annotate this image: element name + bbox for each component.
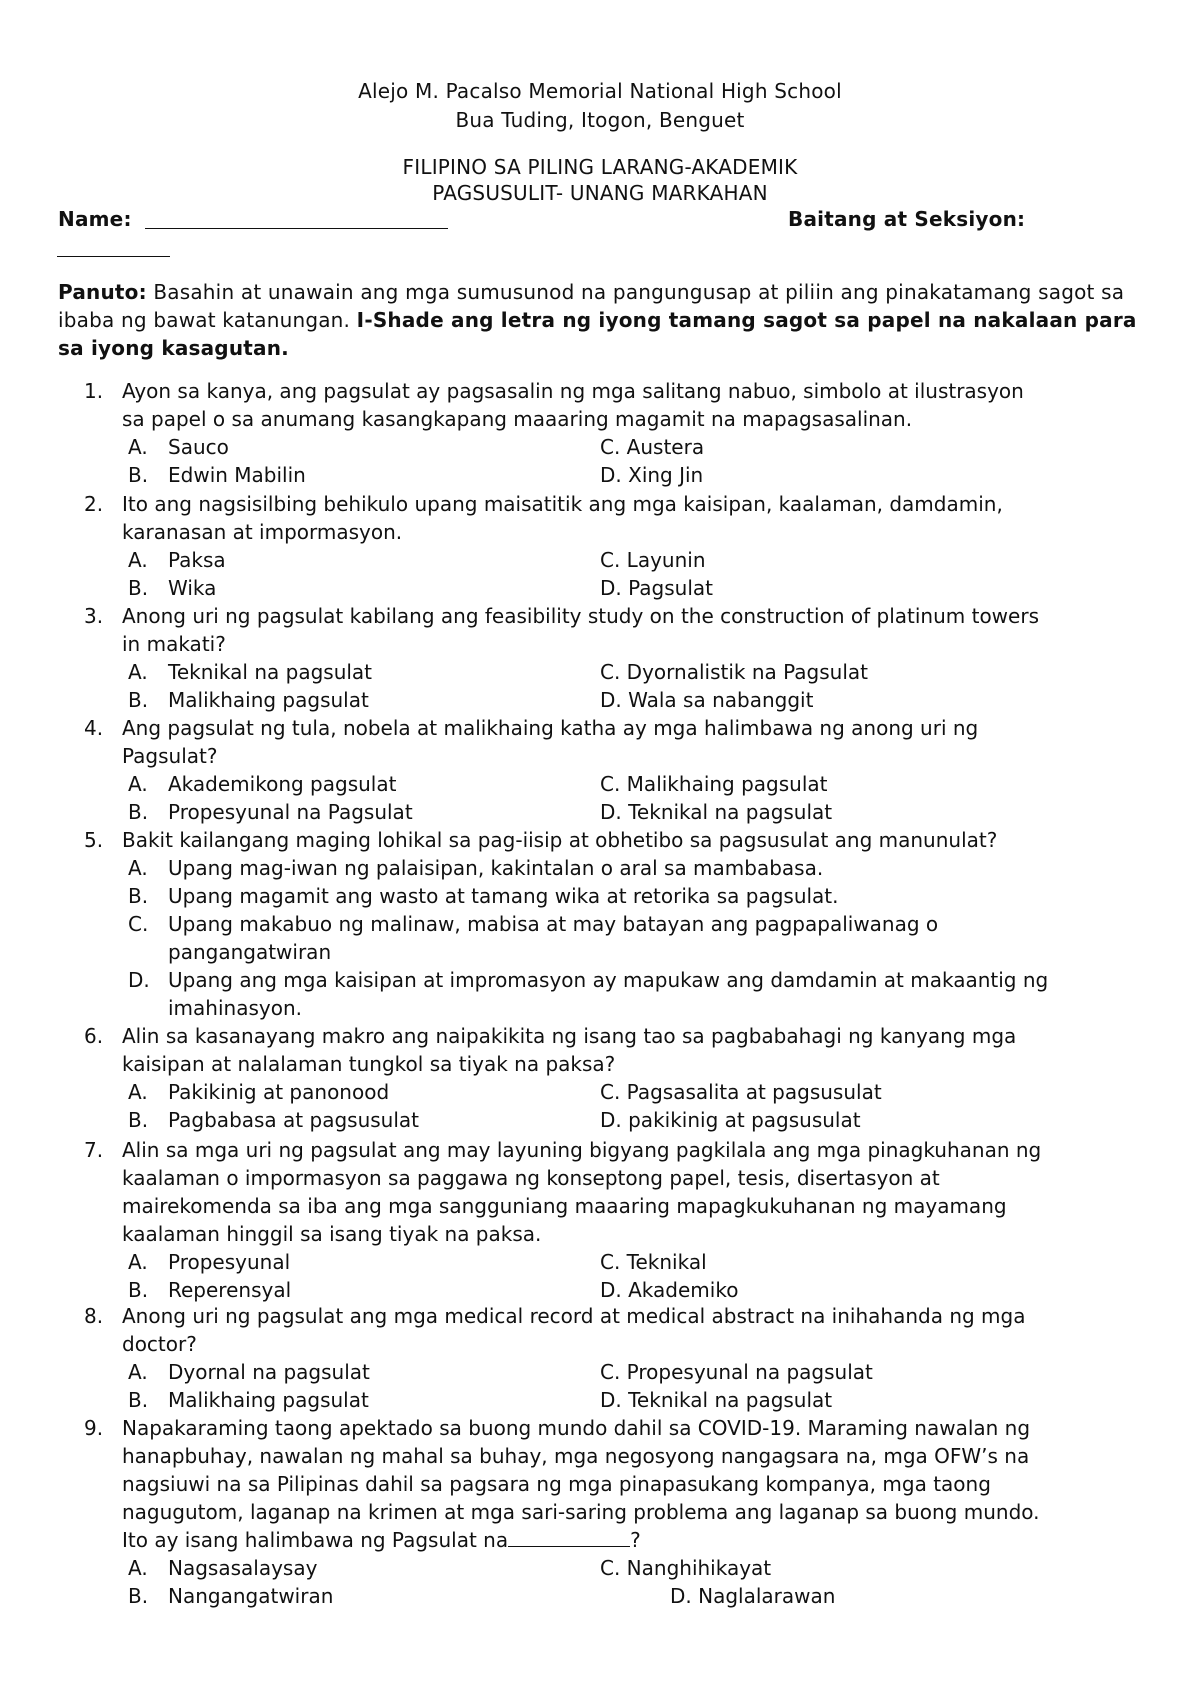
option-b[interactable] bbox=[128, 574, 216, 602]
option-letter: B. bbox=[128, 1584, 149, 1608]
option-row bbox=[84, 1248, 1144, 1276]
option-row bbox=[84, 1358, 1144, 1386]
question-number: 2. bbox=[84, 492, 104, 516]
option-a[interactable] bbox=[128, 770, 396, 798]
option-text: Upang magamit ang wasto at tamang wika at retorika sa pagsulat. bbox=[168, 884, 839, 908]
option-a[interactable] bbox=[128, 658, 372, 686]
question-item bbox=[84, 826, 1144, 1022]
question-item bbox=[84, 377, 1144, 489]
option-d[interactable]: D. Teknikal na pagsulat bbox=[600, 1388, 833, 1412]
option-text-line: pangangatwiran bbox=[168, 940, 332, 964]
option-letter: A. bbox=[128, 660, 148, 684]
option-letter: A. bbox=[128, 1250, 148, 1274]
option-a[interactable] bbox=[84, 854, 1144, 882]
option-text-line: imahinasyon. bbox=[168, 996, 302, 1020]
option-c[interactable]: C. Dyornalistik na Pagsulat bbox=[600, 660, 868, 684]
option-c[interactable]: C. Malikhaing pagsulat bbox=[600, 772, 828, 796]
option-letter: B. bbox=[128, 463, 149, 487]
question-number: 9. bbox=[84, 1416, 104, 1440]
question-number: 6. bbox=[84, 1024, 104, 1048]
option-c[interactable]: C. Propesyunal na pagsulat bbox=[600, 1360, 873, 1384]
option-row bbox=[84, 1276, 1144, 1304]
question-text-line: Ayon sa kanya, ang pagsulat ay pagsasalin ng mga salitang nabuo, simbolo at ilustrasyon bbox=[122, 379, 1024, 403]
option-letter: B. bbox=[128, 800, 149, 824]
option-b[interactable] bbox=[84, 882, 1144, 910]
option-b[interactable] bbox=[128, 1276, 291, 1304]
question-text-line: doctor? bbox=[122, 1332, 197, 1356]
option-text: Nagsasalaysay bbox=[168, 1556, 318, 1580]
option-text: Propesyunal bbox=[168, 1250, 291, 1274]
option-b[interactable] bbox=[128, 798, 413, 826]
option-row bbox=[84, 1386, 1144, 1414]
question-text-line bbox=[122, 1526, 1144, 1554]
option-c[interactable]: C. Nanghihikayat bbox=[600, 1556, 772, 1580]
question-text-line: kaalaman o impormasyon sa paggawa ng konseptong papel, tesis, disertasyon at bbox=[122, 1166, 940, 1190]
option-c[interactable]: C. Teknikal bbox=[600, 1250, 707, 1274]
option-a[interactable] bbox=[128, 1554, 317, 1582]
question-item bbox=[84, 602, 1144, 714]
option-letter: A. bbox=[128, 435, 148, 459]
question-text-line: Napakaraming taong apektado sa buong mundo dahil sa COVID-19. Maraming nawalan ng bbox=[122, 1416, 1031, 1440]
option-b[interactable] bbox=[128, 461, 306, 489]
question-text-line: karanasan at impormasyon. bbox=[122, 520, 403, 544]
instructions-bold-text: I-Shade ang letra ng iyong tamang sagot sa papel na nakalaan para sa iyong kasagutan. bbox=[58, 308, 1137, 360]
option-letter: B. bbox=[128, 884, 149, 908]
option-c[interactable] bbox=[84, 910, 1144, 966]
option-text: Malikhaing pagsulat bbox=[168, 1388, 369, 1412]
option-text: Nangangatwiran bbox=[168, 1584, 334, 1608]
option-row bbox=[84, 1106, 1144, 1134]
school-name: Alejo M. Pacalso Memorial National High School bbox=[358, 79, 842, 103]
question-text-line: hanapbuhay, nawalan ng mahal sa buhay, mga negosyong nangagsara na, mga OFW’s na bbox=[122, 1444, 1030, 1468]
answer-blank[interactable] bbox=[508, 1528, 630, 1547]
question-text-line: in makati? bbox=[122, 632, 226, 656]
question-text-prefix: Ito ay isang halimbawa ng Pagsulat na bbox=[122, 1528, 509, 1552]
question-number: 3. bbox=[84, 604, 104, 628]
option-row bbox=[84, 1582, 1144, 1610]
question-text-line: Ito ang nagsisilbing behikulo upang maisatitik ang mga kaisipan, kaalaman, damdamin, bbox=[122, 492, 1003, 516]
question-item bbox=[84, 1302, 1144, 1414]
option-c[interactable]: C. Pagsasalita at pagsusulat bbox=[600, 1080, 882, 1104]
option-c[interactable]: C. Layunin bbox=[600, 548, 706, 572]
option-text: Edwin Mabilin bbox=[168, 463, 306, 487]
option-text-line: Upang ang mga kaisipan at impromasyon ay mapukaw ang damdamin at makaantig ng bbox=[168, 968, 1049, 992]
option-row bbox=[84, 686, 1144, 714]
question-number: 1. bbox=[84, 379, 104, 403]
instructions-text: Basahin at unawain ang mga sumusunod na pangungusap at piliin ang pinakatamang sagot sa ibaba ng bawat katanungan. bbox=[58, 280, 1125, 332]
option-a[interactable] bbox=[128, 546, 226, 574]
question-text-line: Anong uri ng pagsulat kabilang ang feasibility study on the construction of platinum towers bbox=[122, 604, 1039, 628]
option-letter: B. bbox=[128, 1108, 149, 1132]
question-item bbox=[84, 1022, 1144, 1134]
question-text-suffix: ? bbox=[630, 1528, 641, 1552]
option-letter: A. bbox=[128, 548, 148, 572]
question-text-line: Ang pagsulat ng tula, nobela at malikhaing katha ay mga halimbawa ng anong uri ng bbox=[122, 716, 979, 740]
option-letter: A. bbox=[128, 1556, 148, 1580]
option-text: Akademikong pagsulat bbox=[168, 772, 397, 796]
section-label: Baitang at Seksiyon: bbox=[788, 207, 1026, 231]
question-text-line: mairekomenda sa iba ang mga sangguniang maaaring mapagkukuhanan ng mayamang bbox=[122, 1194, 1007, 1218]
option-d[interactable]: D. Naglalarawan bbox=[670, 1584, 836, 1608]
exam-title: PAGSUSULIT- UNANG MARKAHAN bbox=[432, 181, 768, 205]
option-row bbox=[84, 770, 1144, 798]
school-address: Bua Tuding, Itogon, Benguet bbox=[455, 108, 745, 132]
question-text-line: nagsiuwi na sa Pilipinas dahil sa pagsara ng mga pinapasukang kompanya, mga taong bbox=[122, 1472, 991, 1496]
instructions bbox=[58, 278, 1138, 362]
option-letter: A. bbox=[128, 1360, 148, 1384]
question-text-line: Pagsulat? bbox=[122, 744, 218, 768]
section-blank[interactable] bbox=[57, 256, 170, 257]
question-number: 7. bbox=[84, 1138, 104, 1162]
subject-title: FILIPINO SA PILING LARANG-AKADEMIK bbox=[402, 155, 798, 179]
instructions-label: Panuto: bbox=[58, 280, 147, 304]
question-number: 5. bbox=[84, 828, 104, 852]
option-text-line: Upang makabuo ng malinaw, mabisa at may batayan ang pagpapaliwanag o bbox=[168, 912, 939, 936]
option-text: Paksa bbox=[168, 548, 226, 572]
option-b[interactable] bbox=[128, 1106, 419, 1134]
option-a[interactable] bbox=[128, 1358, 370, 1386]
question-text-line: nagugutom, laganap na krimen at mga sari-saring problema ang laganap sa buong mundo. bbox=[122, 1500, 1040, 1524]
option-text: Pagbabasa at pagsusulat bbox=[168, 1108, 419, 1132]
option-letter: B. bbox=[128, 688, 149, 712]
option-text: Propesyunal na Pagsulat bbox=[168, 800, 413, 824]
option-a[interactable] bbox=[128, 1248, 290, 1276]
option-letter: A. bbox=[128, 1080, 148, 1104]
option-text: Upang mag-iwan ng palaisipan, kakintalan o aral sa mambabasa. bbox=[168, 856, 824, 880]
option-c[interactable]: C. Austera bbox=[600, 435, 705, 459]
question-text-line: sa papel o sa anumang kasangkapang maaaring magamit na mapagsasalinan. bbox=[122, 407, 913, 431]
option-a[interactable] bbox=[128, 1078, 389, 1106]
option-d[interactable]: D. Teknikal na pagsulat bbox=[600, 800, 833, 824]
question-text-line: kaisipan at nalalaman tungkol sa tiyak na paksa? bbox=[122, 1052, 616, 1076]
option-row bbox=[84, 546, 1144, 574]
option-row bbox=[84, 574, 1144, 602]
option-row bbox=[84, 433, 1144, 461]
option-row bbox=[84, 1078, 1144, 1106]
option-d[interactable] bbox=[84, 966, 1144, 1022]
question-text-line: Alin sa kasanayang makro ang naipakikita ng isang tao sa pagbabahagi ng kanyang mga bbox=[122, 1024, 1017, 1048]
option-a[interactable] bbox=[128, 433, 229, 461]
option-text: Pakikinig at panonood bbox=[168, 1080, 390, 1104]
option-b[interactable] bbox=[128, 686, 369, 714]
option-letter: D. bbox=[128, 968, 150, 992]
option-letter: C. bbox=[128, 912, 149, 936]
question-item bbox=[84, 1136, 1144, 1304]
option-d[interactable]: D. Wala sa nabanggit bbox=[600, 688, 814, 712]
option-row bbox=[84, 658, 1144, 686]
option-letter: B. bbox=[128, 1388, 149, 1412]
question-item bbox=[84, 490, 1144, 602]
question-item bbox=[84, 1414, 1144, 1610]
option-b[interactable] bbox=[128, 1582, 333, 1610]
question-item bbox=[84, 714, 1144, 826]
question-text-line: kaalaman hinggil sa isang tiyak na paksa. bbox=[122, 1222, 542, 1246]
option-letter: B. bbox=[128, 576, 149, 600]
name-label: Name: bbox=[58, 207, 132, 231]
option-row bbox=[84, 798, 1144, 826]
option-row bbox=[84, 461, 1144, 489]
option-b[interactable] bbox=[128, 1386, 369, 1414]
option-d[interactable]: D. pakikinig at pagsusulat bbox=[600, 1108, 861, 1132]
question-text-line: Alin sa mga uri ng pagsulat ang may layuning bigyang pagkilala ang mga pinagkuhanan ng bbox=[122, 1138, 1042, 1162]
option-text: Sauco bbox=[168, 435, 229, 459]
option-text: Reperensyal bbox=[168, 1278, 292, 1302]
option-d[interactable]: D. Pagsulat bbox=[600, 576, 713, 600]
option-text: Dyornal na pagsulat bbox=[168, 1360, 370, 1384]
option-letter: A. bbox=[128, 856, 148, 880]
option-row bbox=[84, 1554, 1144, 1582]
option-letter: A. bbox=[128, 772, 148, 796]
question-number: 8. bbox=[84, 1304, 104, 1328]
option-letter: B. bbox=[128, 1278, 149, 1302]
option-d[interactable]: D. Akademiko bbox=[600, 1278, 739, 1302]
question-number: 4. bbox=[84, 716, 104, 740]
option-d[interactable]: D. Xing Jin bbox=[600, 463, 704, 487]
name-blank[interactable] bbox=[145, 228, 448, 229]
option-text: Teknikal na pagsulat bbox=[168, 660, 373, 684]
option-text: Wika bbox=[168, 576, 217, 600]
question-text-line: Anong uri ng pagsulat ang mga medical record at medical abstract na inihahanda ng mga bbox=[122, 1304, 1026, 1328]
question-text-line: Bakit kailangang maging lohikal sa pag-iisip at obhetibo sa pagsusulat ang manunulat? bbox=[122, 828, 998, 852]
option-text: Malikhaing pagsulat bbox=[168, 688, 369, 712]
